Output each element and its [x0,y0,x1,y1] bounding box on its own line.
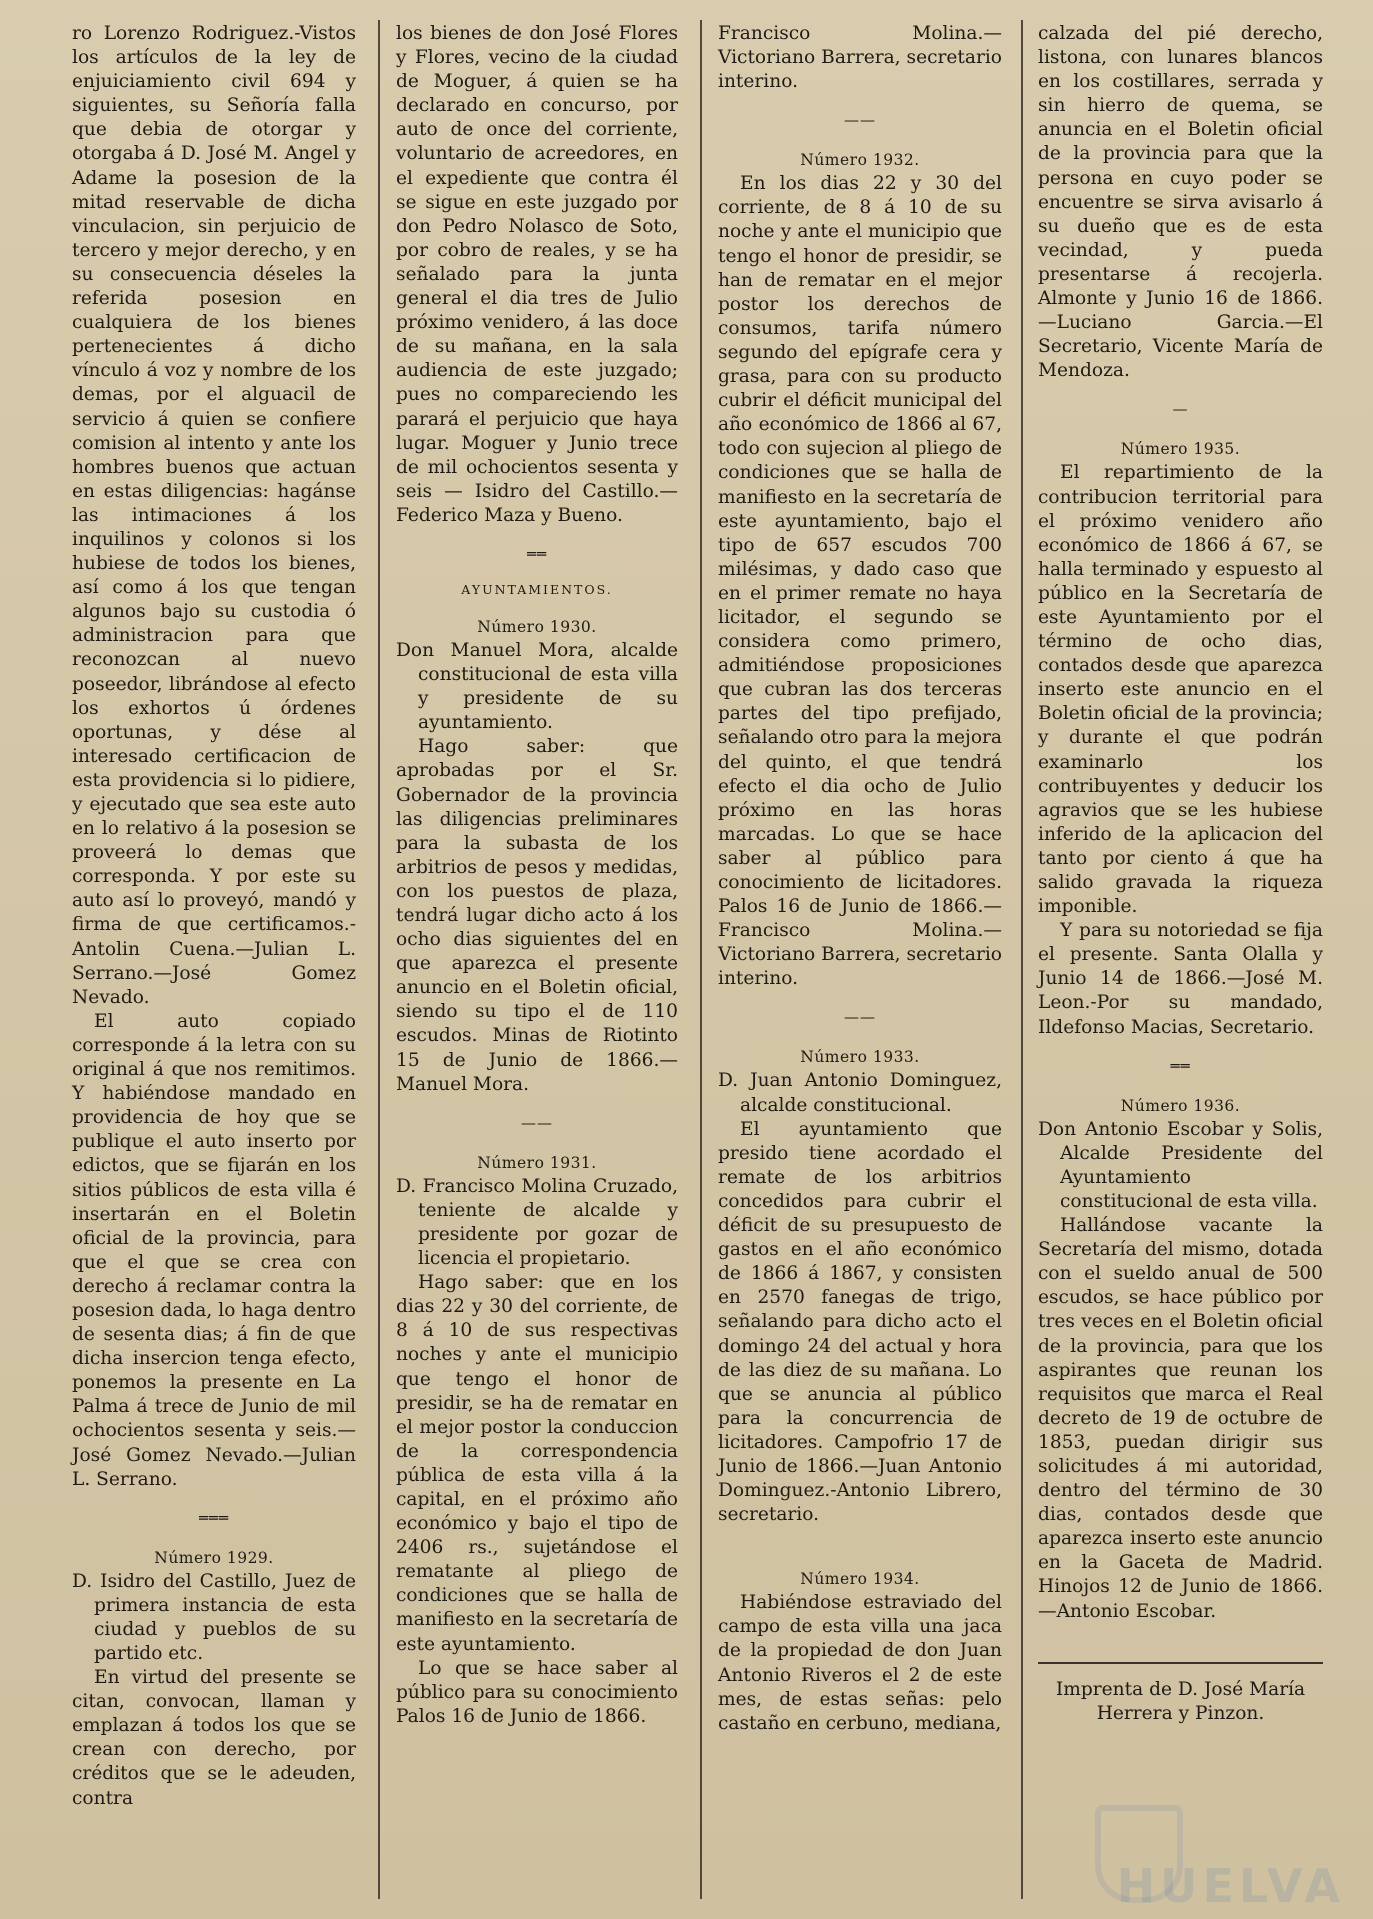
notice-number-1933: Número 1933. [800,1048,920,1067]
notice-1933-body: El ayuntamiento que presido tiene acordado el remate de los arbitrios concedidos para cubrir el déficit de su presupuesto de gastos en el año económico de 1866 á 1867, y consisten en 2570 fanegas de trigo, señalando para dicho acto el domingo 24 del actual y hora de las diez de su mañana. Lo que se anuncia al público para la concurrencia de licitadores. Campofrio 17 de Junio de 1866.—Juan Antonio Dominguez.-Antonio Librero, secretario. [718,1118,1002,1526]
notice-1929-body: En virtud del presente se citan, convocan, llaman y emplazan á todos los que se crean con derecho, por créditos que se le adeuden, contra [72,1667,356,1809]
notice-1929-continuation: los bienes de don José Flores y Flores, vecino de la ciudad de Moguer, á quien se ha declarado en concurso, por auto de once del corriente, voluntario de acreedores, en el expediente que contra él se sigue en este juzgado por don Pedro Nolasco de Soto, por cobro de reales, y se ha señalado para la junta general el dia tres de Julio próximo venidero, á las doce de su mañana, en la sala audiencia de este juzgado; pues no compareciendo les parará el perjuicio que haya lugar. Moguer y Junio trece de mil ochocientos sesenta y seis — Isidro del Castillo.—Federico Maza y Bueno. [396,23,678,526]
column-rule [700,20,702,1899]
notice-1929-heading: D. Isidro del Castillo, Juez de primera instancia de esta ciudad y pueblos de su partido etc. [72,1570,356,1664]
column-rule [378,20,380,1899]
notice-1930-heading: Don Manuel Mora, alcalde constitucional de esta villa y presidente de su ayuntamiento. [396,639,678,734]
column-2 [392,22,682,1897]
court-order-text: ro Lorenzo Rodriguez.-Vistos los artículos de la ley de enjuiciamiento civil 694 y siguientes, su Señoría falla que debia de otorgar y otorgaba á D. José M. Angel y Adame la posesion de la mitad reservable de dicha vinculacion, sin perjuicio de tercero y mejor derecho, y en su consecuencia déseles la referida posesion en cualquiera de los bienes pertenecientes á dicho vínculo á voz y nombre de los demas, por el alguacil de servicio á quien se confiere comision al intento y ante los hombres buenos que actuan en estas diligencias: hagánse las intimaciones á los inquilinos y colonos si los hubiese de todos los bienes, así como á los que tengan algunos bajo su custodia ó administracion para que reconozcan al nuevo poseedor, librándose al efecto los exhortos ú órdenes oportunas, y dése al interesado certificacion de esta providencia si lo pidiere, y ejecutado que sea este auto en lo relativo á la posesion se proveerá lo demas que corresponda. Y por este su auto así lo proveyó, mandó y firma de que certificamos.-Antolin Cuena.—Julian L. Serrano.—José Gomez Nevado. [72,23,356,1008]
imprint-footer [1038,1662,1323,1726]
separator: —— [844,1008,876,1027]
notice-number-1929: Número 1929. [154,1548,274,1567]
separator: —— [521,1113,553,1132]
imprint-text: Imprenta de D. José María Herrera y Pinzon. [1055,1678,1306,1724]
column-3 [714,22,1006,1897]
notice-1930-body: Hago saber: que aprobadas por el Sr. Gobernador de la provincia las diligencias preliminares para la subasta de los arbitrios de pesos y medidas, con los puestos de plaza, tendrá lugar dicho acto á los ocho dias siguientes del en que aparezca el presente anuncio en el Boletin oficial, siendo su tipo el de 110 escudos. Minas de Riotinto 15 de Junio de 1866.—Manuel Mora. [396,736,678,1095]
section-heading-ayuntamientos: AYUNTAMIENTOS. [461,581,613,597]
notice-1935-body: El repartimiento de la contribucion territorial para el próximo venidero año económico de 1866 á 67, se halla terminado y espuesto al público en la Secretaría de este Ayuntamiento por el término de ocho dias, contados desde que aparezca inserto este anuncio en el Boletin oficial de la provincia; y durante el que podrán examinarlo los contribuyentes y deducir los agravios que se les hubiese inferido de la aplicacion del tanto por ciento á que ha salido gravada la riqueza imponible. [1038,462,1323,918]
notice-1931-signature: Francisco Molina.—Victoriano Barrera, secretario interino. [718,23,1002,93]
notice-number-1934: Número 1934. [800,1570,920,1589]
notice-1934-continuation: calzada del pié derecho, listona, con lunares blancos en los costillares, serrada y sin hierro de quema, se anuncia en el Boletin oficial de la provincia para que la persona en cuyo poder se encuentre se sirva avisarlo á su dueño que es de esta vecindad, y pueda presentarse á recojerla. Almonte y Junio 16 de 1866.—Luciano Garcia.—El Secretario, Vicente María de Mendoza. [1038,23,1323,382]
notice-1936-body: Hallándose vacante la Secretaría del mismo, dotada con el sueldo anual de 500 escudos, se hace público por tres veces en el Boletin oficial de la provincia, para que los aspirantes que reunan los requisitos que marca el Real decreto de 19 de octubre de 1853, puedan dirigir sus solicitudes á mi autoridad, dentro del término de 30 dias, contados desde que aparezca inserto este anuncio en la Gaceta de Madrid. Hinojos 12 de Junio de 1866.—Antonio Escobar. [1038,1215,1323,1622]
notice-number-1935: Número 1935. [1120,440,1241,459]
separator: —— [844,111,876,130]
column-1 [68,22,360,1897]
notice-1933-heading: D. Juan Antonio Dominguez, alcalde constitucional. [718,1070,1002,1116]
notice-number-1936: Número 1936. [1120,1096,1241,1115]
notice-1935-closing: Y para su notoriedad se fija el presente. Santa Olalla y Junio 14 de 1866.—José M. Leon.-Por su mandado, Ildefonso Macias, Secretario. [1038,920,1323,1038]
notice-number-1930: Número 1930. [477,617,597,636]
notice-number-1932: Número 1932. [800,151,920,170]
notice-1931-heading: D. Francisco Molina Cruzado, teniente de alcalde y presidente por gozar de licencia el propietario. [396,1175,678,1270]
notice-1931-closing: Lo que se hace saber al público para su conocimiento Palos 16 de Junio de 1866. [396,1657,678,1727]
separator: ══ [1170,1056,1191,1075]
column-rule [1021,20,1023,1899]
separator: — [1172,400,1189,419]
separator: ══ [526,544,548,563]
notice-1934-body: Habiéndose estraviado del campo de esta villa una jaca de la propiedad de don Juan Antonio Riveros el 2 de este mes, de estas señas: pelo castaño en cerbuno, mediana, [718,1592,1002,1734]
notice-1931-body: Hago saber: que en los dias 22 y 30 del corriente, de 8 á 10 de sus respectivas noches y ante el municipio que tengo el honor de presidir, se ha de rematar en el mejor postor la conduccion de la correspondencia pública de esta villa á la capital, en el próximo año económico y bajo el tipo de 2406 rs., sujetándose el rematante al pliego de condiciones que se halla de manifiesto en la secretaría de este ayuntamiento. [396,1272,678,1655]
separator: ═══ [198,1508,230,1527]
library-stamp-text: HUELVA [1116,1859,1345,1913]
notice-1932-body: En los dias 22 y 30 del corriente, de 8 á 10 de su noche y ante el municipio que tengo el honor de presidir, se han de rematar en el mejor postor los derechos de consumos, tarifa número segundo del epígrafe cera y grasa, para con su producto cubrir el déficit municipal del año económico de 1866 al 67, todo con sujecion al pliego de condiciones que se halla de manifiesto en la secretaría de este ayuntamiento, bajo el tipo de 657 escudos 700 milésimas, y dado caso que en el primer remate no haya licitador, el segundo se considera como primero, admitiéndose proposiciones que cubran las dos terceras partes del tipo prefijado, señalando otro para la mejora del quinto, el que tendrá efecto el dia ocho de Julio próximo en las horas marcadas. Lo que se hace saber al público para conocimiento de licitadores. Palos 16 de Junio de 1866.—Francisco Molina.—Victoriano Barrera, secretario interino. [718,173,1002,990]
court-order-publication: El auto copiado corresponde á la letra con su original á que nos remitimos. Y habiéndose mandado en providencia de hoy que se publique el auto inserto por edictos, que se fijarán en los sitios públicos de esta villa é insertarán en el Boletin oficial de la provincia, para que el que se crea con derecho á reclamar contra la posesion dada, lo haga dentro de sesenta dias; á fin de que dicha insercion tenga efecto, ponemos la presente en La Palma á trece de Junio de mil ochocientos sesenta y seis.—José Gomez Nevado.—Julian L. Serrano. [72,1010,356,1490]
column-4 [1034,22,1327,1897]
notice-1936-heading: Don Antonio Escobar y Solis, Alcalde Presidente del Ayuntamiento constitucional de esta villa. [1038,1118,1323,1212]
notice-number-1931: Número 1931. [477,1153,597,1172]
